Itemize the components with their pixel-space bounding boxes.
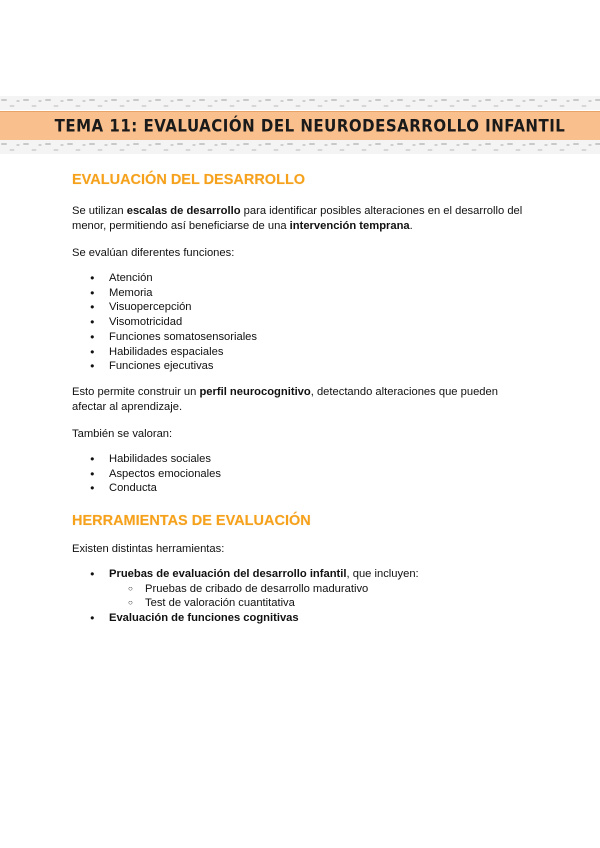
decorative-pattern-bottom xyxy=(0,140,600,154)
title-banner xyxy=(0,111,600,141)
sub-list-item: ○ Pruebas de cribado de desarrollo madurativo xyxy=(72,582,532,597)
list-item: ● Conducta xyxy=(72,481,532,496)
list-item: ● Visomotricidad xyxy=(72,315,532,330)
list-item: ● Atención xyxy=(72,271,532,286)
text-run: . xyxy=(409,220,413,232)
intro-paragraph xyxy=(72,204,532,234)
list-item: ● Funciones ejecutivas xyxy=(72,359,532,374)
page-title: TEMA 11: EVALUACIÓN DEL NEURODESARROLLO INFANTIL xyxy=(54,116,566,136)
text-run: menor, permitiendo así beneficiarse de una xyxy=(72,220,290,232)
list-item: ● Memoria xyxy=(72,286,532,301)
list-item xyxy=(72,611,532,626)
tools-intro: Existen distintas herramientas: xyxy=(72,543,225,556)
list-item xyxy=(72,567,532,582)
functions-list xyxy=(72,271,532,374)
text-run: para identificar posibles alteraciones en el desarrollo del xyxy=(240,205,523,217)
section-heading-herramientas: HERRAMIENTAS DE EVALUACIÓN xyxy=(72,513,311,530)
text-run: , detectando alteraciones que pueden xyxy=(310,385,498,398)
profile-paragraph xyxy=(72,385,532,415)
list-item: ● Funciones somatosensoriales xyxy=(72,330,532,345)
text-run: afectar al aprendizaje. xyxy=(72,400,183,413)
bold-term: escalas de desarrollo xyxy=(126,205,241,217)
functions-intro: Se evalúan diferentes funciones: xyxy=(72,247,235,259)
sub-list-item: ○ Test de valoración cuantitativa xyxy=(72,596,532,611)
tools-list xyxy=(72,567,532,626)
text-run: Se utilizan xyxy=(72,205,127,217)
bold-term: perfil neurocognitivo xyxy=(199,385,311,398)
decorative-pattern-top xyxy=(0,96,600,110)
document-body xyxy=(72,172,532,626)
bold-term: Pruebas de evaluación del desarrollo infantil xyxy=(109,568,347,581)
also-intro: También se valoran: xyxy=(72,427,173,440)
text-run: , que incluyen: xyxy=(346,568,419,581)
also-list xyxy=(72,452,532,496)
text-run: Esto permite construir un xyxy=(72,385,200,398)
section-heading-evaluacion: EVALUACIÓN DEL DESARROLLO xyxy=(72,172,306,188)
list-item: ● Visuopercepción xyxy=(72,300,532,315)
list-item: ● Habilidades espaciales xyxy=(72,345,532,360)
list-item: ● Habilidades sociales xyxy=(72,452,532,467)
list-item: ● Aspectos emocionales xyxy=(72,467,532,482)
bold-term: intervención temprana xyxy=(289,220,410,232)
bold-term: Evaluación de funciones cognitivas xyxy=(109,612,299,625)
